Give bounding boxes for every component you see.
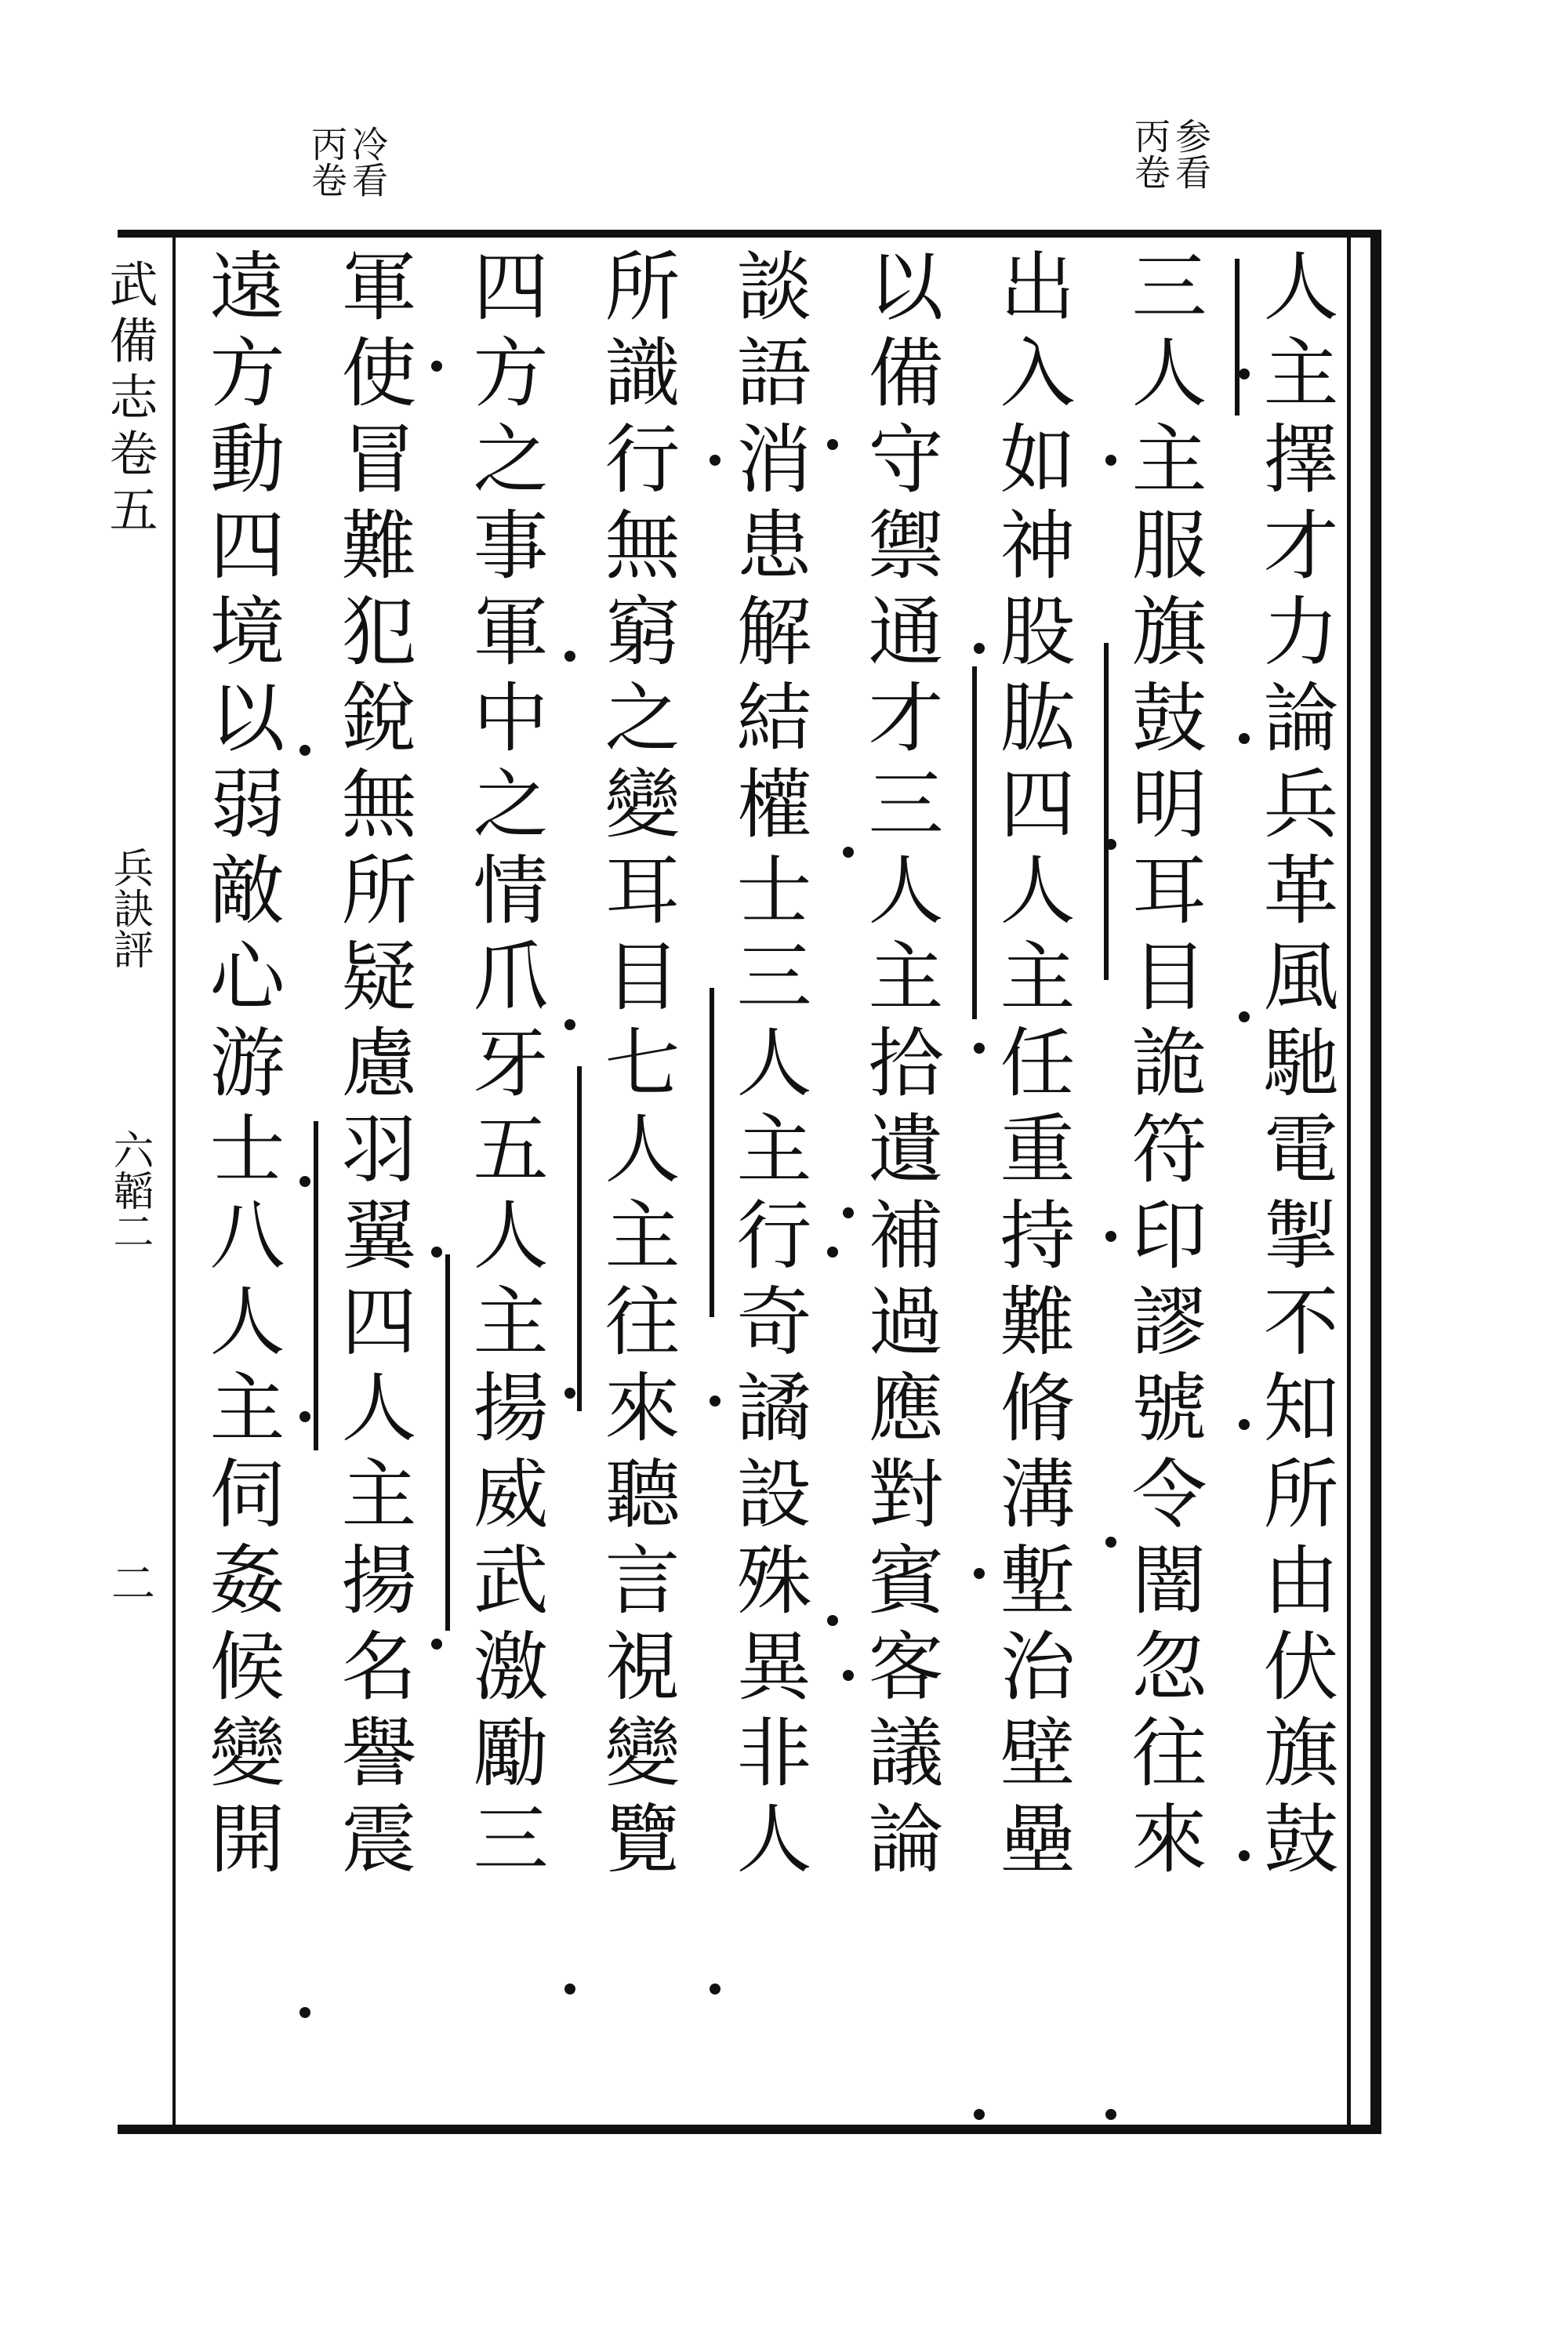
frame-right-border [1370, 230, 1381, 2134]
text-column-5: 談語消患解結權士三人主行奇譎設殊異非人 [724, 247, 812, 1886]
punctuation-dot [1239, 733, 1250, 744]
annotation-line [972, 666, 977, 1019]
punctuation-dot [1239, 1011, 1250, 1022]
punctuation-dot [564, 1388, 575, 1399]
punctuation-dot [974, 1043, 985, 1054]
spine-page-number: 二 [104, 1560, 155, 1604]
punctuation-dot [564, 651, 575, 662]
punctuation-dot [1105, 1231, 1116, 1242]
text-column-7: 四方之事軍中之情爪牙五人主揚威武激勵三 [461, 247, 549, 1886]
frame-right-inner-border [1347, 230, 1351, 2134]
spine-section-title: 兵訣評 [106, 847, 153, 969]
header-note-right: 参看 丙卷 [1129, 118, 1212, 190]
punctuation-dot [431, 361, 442, 372]
punctuation-dot [843, 1207, 854, 1218]
frame-left-border [172, 230, 176, 2134]
punctuation-dot [299, 1411, 310, 1422]
punctuation-dot [710, 455, 720, 466]
punctuation-dot [299, 2007, 310, 2018]
spine-book-title: 武備志卷五 [101, 259, 158, 541]
punctuation-dot [1105, 1537, 1116, 1548]
punctuation-dot [974, 643, 985, 654]
annotation-line [1104, 643, 1109, 980]
punctuation-dot [299, 745, 310, 756]
punctuation-dot [1239, 368, 1250, 379]
punctuation-dot [827, 439, 838, 450]
punctuation-dot [564, 1984, 575, 1994]
annotation-line [577, 1066, 582, 1411]
annotation-line [445, 1254, 450, 1631]
text-column-6: 所識行無窮之變耳目七人主往來聽言視變覽 [593, 247, 681, 1886]
punctuation-dot [564, 1019, 575, 1030]
frame-bottom-border [118, 2125, 1380, 2134]
frame-top-border [118, 230, 1380, 238]
punctuation-dot [431, 1639, 442, 1650]
punctuation-dot [1239, 1419, 1250, 1430]
punctuation-dot [1105, 455, 1116, 466]
text-column-4: 以備守禦通才三人主拾遺補過應對賓客議論 [856, 247, 944, 1886]
punctuation-dot [710, 1396, 720, 1406]
punctuation-dot [974, 2109, 985, 2120]
punctuation-dot [843, 1670, 854, 1681]
text-column-8: 軍使冒難犯銳無所疑慮羽翼四人主揚名譽震 [329, 247, 417, 1886]
punctuation-dot [827, 1615, 838, 1626]
punctuation-dot [431, 1247, 442, 1258]
header-note-left: 冷看 丙卷 [306, 125, 389, 198]
annotation-line [710, 988, 714, 1317]
punctuation-dot [1105, 2109, 1116, 2120]
punctuation-dot [843, 847, 854, 858]
text-column-2: 三人主服旗鼓明耳目詭符印謬號令闇忽往來 [1120, 247, 1207, 1886]
text-column-3: 出入如神股肱四人主任重持難脩溝塹治壁壘 [988, 247, 1076, 1886]
text-column-9: 遠方動四境以弱敵心游士八人主伺姦候變開 [198, 247, 285, 1886]
punctuation-dot [974, 1568, 985, 1579]
punctuation-dot [299, 1176, 310, 1187]
annotation-line [314, 1121, 318, 1450]
text-column-1: 人主擇才力論兵革風馳電掣不知所由伏旗鼓 [1251, 247, 1339, 1886]
spine-chapter-label: 六韜二 [106, 1129, 153, 1251]
punctuation-dot [1105, 839, 1116, 850]
punctuation-dot [1239, 1850, 1250, 1861]
punctuation-dot [827, 1247, 838, 1258]
annotation-line [1235, 259, 1240, 416]
punctuation-dot [710, 1984, 720, 1994]
